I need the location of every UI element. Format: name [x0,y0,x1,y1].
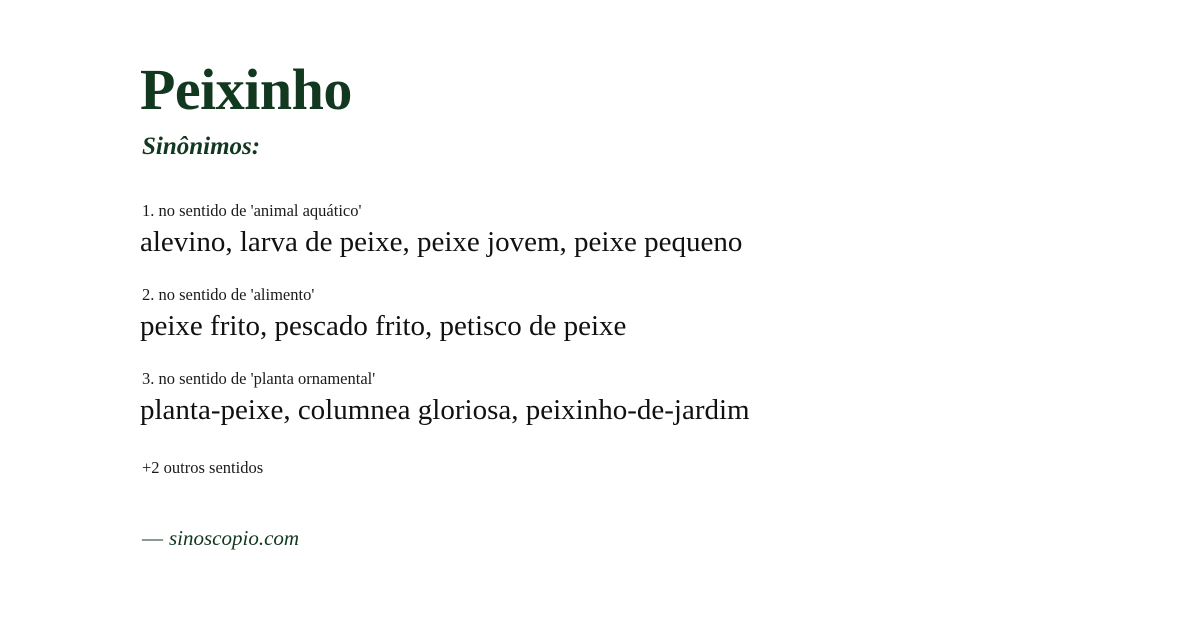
sense-synonyms: peixe frito, pescado frito, petisco de peixe [140,310,627,343]
sense-synonyms: planta-peixe, columnea gloriosa, peixinho-de-jardim [140,394,750,427]
page-title: Peixinho [140,57,352,122]
em-dash-glyph: — [142,525,163,550]
sense-entry [140,201,1100,259]
sense-entry [140,369,1100,427]
sense-entry [140,285,1100,343]
more-senses-note: +2 outros sentidos [142,457,264,477]
sense-label: 2. no sentido de 'alimento' [142,285,315,305]
sense-synonyms: alevino, larva de peixe, peixe jovem, peixe pequeno [140,225,743,258]
source-attribution [142,526,1100,551]
sense-list [140,201,1100,428]
sense-label: 1. no sentido de 'animal aquático' [142,200,362,220]
sense-label: 3. no sentido de 'planta ornamental' [142,369,376,389]
source-name: sinoscopio.com [169,525,300,550]
section-subtitle: Sinônimos: [142,132,261,160]
